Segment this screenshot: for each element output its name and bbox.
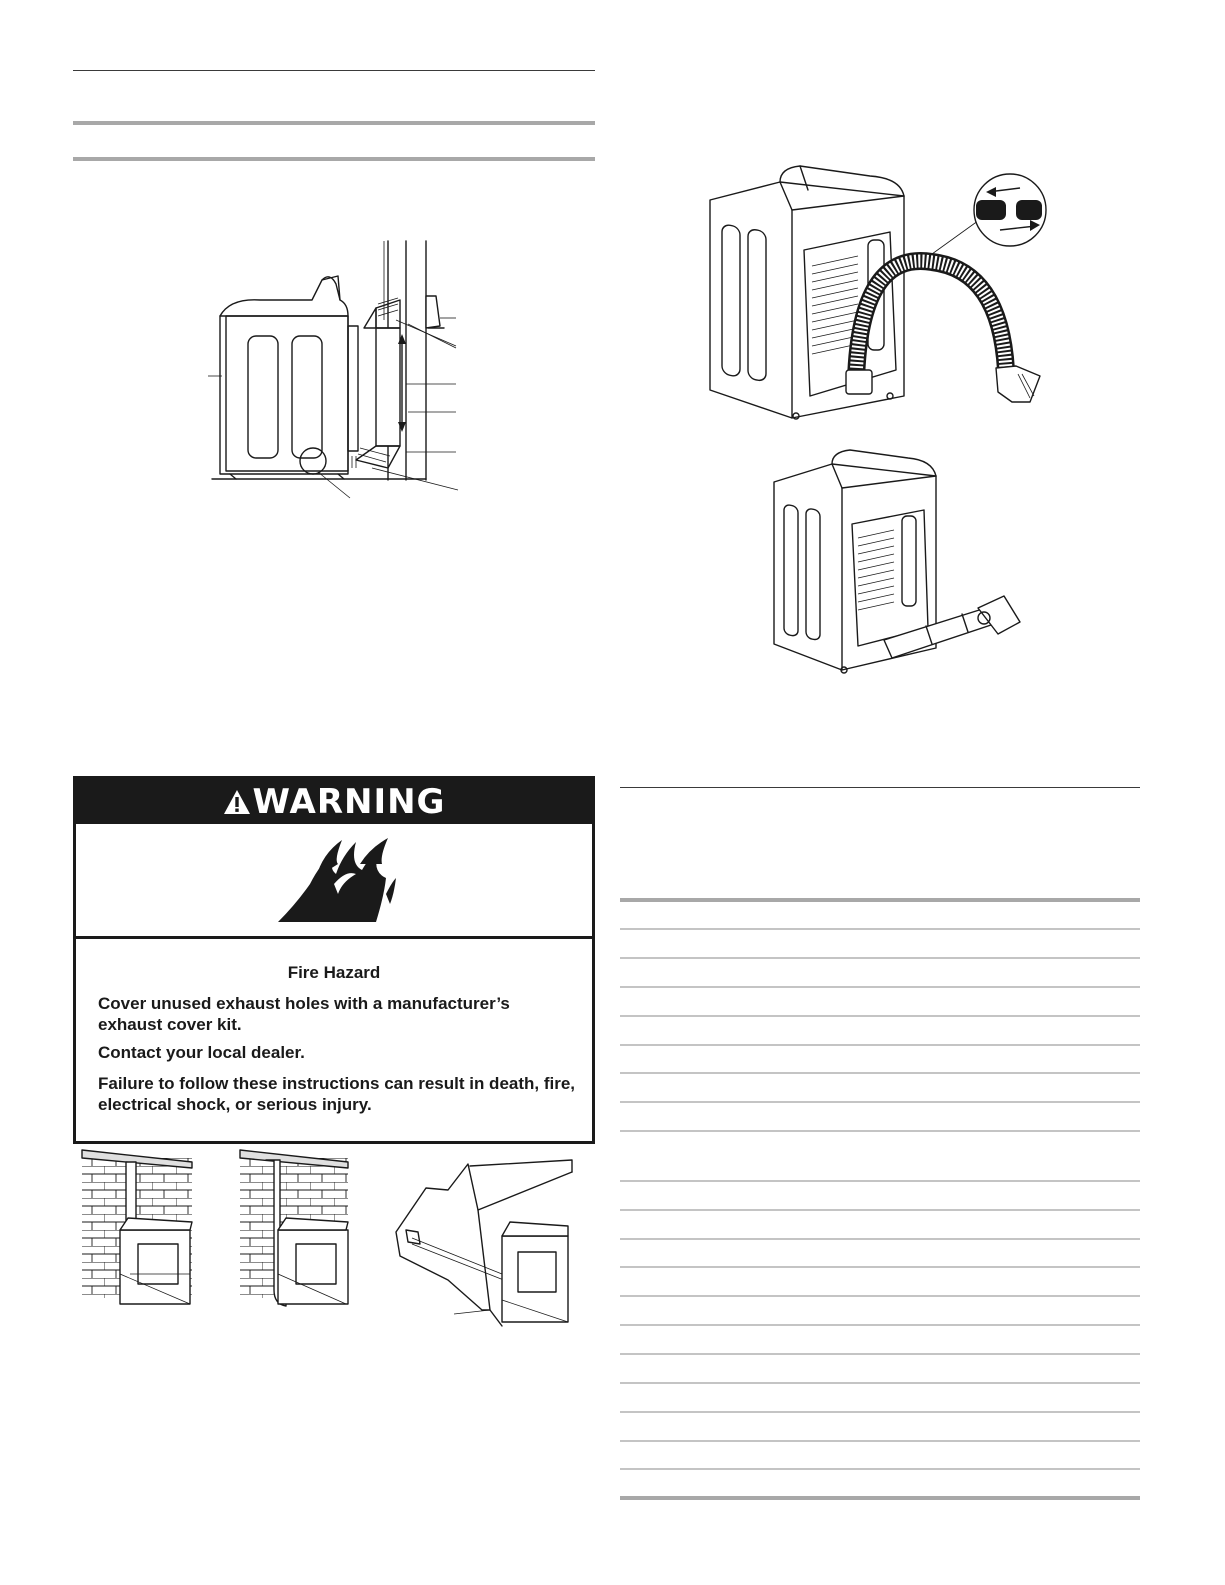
table-row-rule [620,1382,1140,1384]
fire-hazard-warning-box [73,776,595,1144]
table-row-rule [620,1324,1140,1326]
dryer-flexible-duct-diagram [700,170,1060,430]
section-gray-rule [73,157,595,161]
installation-vent-wall-diagram [392,1160,578,1326]
table-row-rule [620,957,1140,959]
table-bottom-rule [620,1496,1140,1500]
warning-symbol-panel [76,824,592,939]
table-row-rule [620,1209,1140,1211]
section-top-rule [73,70,595,71]
warning-instruction-cover: Cover unused exhaust holes with a manufacturer’s exhaust cover kit. [98,994,510,1034]
table-row-rule [620,1101,1140,1103]
installation-vent-down-diagram [238,1150,350,1312]
table-row-rule [620,928,1140,930]
dryer-side-vent-diagram [200,236,470,506]
table-row-rule [620,1440,1140,1442]
warning-title: Fire Hazard [287,963,381,982]
installation-vent-ceiling-diagram [80,1150,194,1312]
table-header-rule [620,898,1140,902]
table-top-rule [620,787,1140,788]
warning-triangle-icon [223,789,251,815]
fire-hazard-icon [276,834,396,926]
table-row-rule [620,1044,1140,1046]
warning-label: WARNING [252,781,446,822]
table-row-rule [620,1468,1140,1470]
warning-consequence: Failure to follow these instructions can result in death, fire, electrical shock, or serious injury. [98,1074,576,1114]
table-row-rule [620,1266,1140,1268]
table-row-rule [620,1180,1140,1182]
table-row-rule [620,1295,1140,1297]
table-row-rule [620,986,1140,988]
warning-header [76,779,592,824]
table-row-rule [620,1411,1140,1413]
dryer-rigid-duct-diagram [772,458,1032,682]
table-row-rule [620,1238,1140,1240]
table-row-rule [620,1130,1140,1132]
table-row-rule [620,1072,1140,1074]
warning-instruction-contact: Contact your local dealer. [98,1043,305,1062]
section-gray-rule [73,121,595,125]
table-row-rule [620,1015,1140,1017]
table-row-rule [620,1353,1140,1355]
